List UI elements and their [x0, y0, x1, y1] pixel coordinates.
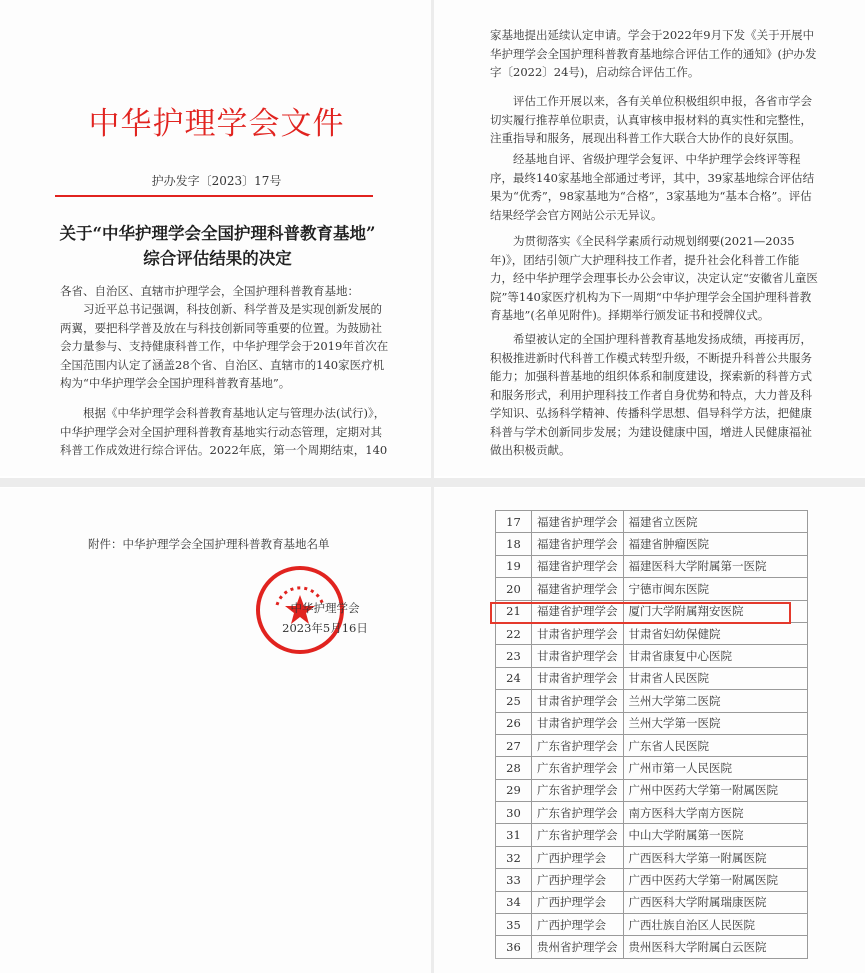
cell-no: 29 — [496, 779, 532, 801]
table-row — [496, 802, 808, 824]
cell-hospital: 南方医科大学南方医院 — [623, 802, 808, 824]
cell-no: 19 — [496, 555, 532, 577]
table-row — [496, 757, 808, 779]
signing-organization: 中华护理学会 — [290, 601, 360, 615]
cell-no: 21 — [496, 600, 532, 622]
red-rule — [55, 195, 373, 197]
cell-hospital: 广东省人民医院 — [623, 734, 808, 756]
cell-org: 甘肃省护理学会 — [532, 712, 624, 734]
table-row — [496, 869, 808, 891]
cell-hospital: 兰州大学第一医院 — [623, 712, 808, 734]
cell-hospital: 广州市第一人民医院 — [623, 757, 808, 779]
cell-org: 广东省护理学会 — [532, 824, 624, 846]
table-row — [496, 578, 808, 600]
document-masthead: 中华护理学会文件 — [88, 106, 345, 142]
paragraph-p2-2: 评估工作开展以来，各有关单位积极组织申报，各省市学会切实履行推荐单位职责，认真审核申报材料的真实性和完整性，注重指导和服务，展现出科普工作大联合大协作的良好氛围。 — [490, 94, 812, 145]
highlight-box — [490, 602, 791, 624]
cell-org: 福建省护理学会 — [532, 555, 624, 577]
table-row — [496, 936, 808, 958]
table-row — [496, 846, 808, 868]
cell-no: 22 — [496, 622, 532, 644]
cell-org: 福建省护理学会 — [532, 511, 624, 533]
paragraph-p2-4: 为贯彻落实《全民科学素质行动规划纲要(2021—2035年)》，团结引领广大护理科技工作者，提升社会化科普工作能力，经中华护理学会理事长办公会审议，决定认定“安徽省儿童医院”等140家医疗机构为下一周期“中华护理学会全国护理科普教育基地”(名单见附件)。择期举行颁发证书和授牌仪式。 — [490, 234, 818, 322]
table-row — [496, 712, 808, 734]
cell-hospital: 厦门大学附属翔安医院 — [623, 600, 808, 622]
cell-hospital: 福建省立医院 — [623, 511, 808, 533]
table-row — [496, 667, 808, 689]
cell-no: 32 — [496, 846, 532, 868]
cell-no: 24 — [496, 667, 532, 689]
cell-no: 18 — [496, 533, 532, 555]
cell-org: 甘肃省护理学会 — [532, 645, 624, 667]
cell-hospital: 甘肃省妇幼保健院 — [623, 622, 808, 644]
paragraph-1: 习近平总书记强调，科技创新、科学普及是实现创新发展的两翼，要把科学普及放在与科技创新同等重要的位置。为鼓励社会力量参与、支持健康科普工作，中华护理学会于2019年首次在全国范围内认定了涵盖28个省、自治区、直辖市的140家医疗机构为“中华护理学会全国护理科普教育基地”。 — [60, 302, 389, 390]
table-row — [496, 914, 808, 936]
cell-hospital: 甘肃省康复中心医院 — [623, 645, 808, 667]
attachment-label: 附件：中华护理学会全国护理科普教育基地名单 — [88, 537, 330, 551]
cell-org: 广东省护理学会 — [532, 757, 624, 779]
cell-no: 34 — [496, 891, 532, 913]
cell-org: 甘肃省护理学会 — [532, 667, 624, 689]
cell-no: 20 — [496, 578, 532, 600]
paragraph-p2-1: 家基地提出延续认定申请。学会于2022年9月下发《关于开展中华护理学会全国护理科普教育基地综合评估工作的通知》(护办发字〔2022〕24号)，启动综合评估工作。 — [490, 28, 817, 79]
page-divider-horizontal — [0, 478, 865, 487]
cell-hospital: 广西医科大学附属瑞康医院 — [623, 891, 808, 913]
table-row — [496, 533, 808, 555]
signing-date: 2023年5月16日 — [282, 621, 368, 635]
cell-no: 33 — [496, 869, 532, 891]
cell-org: 广西护理学会 — [532, 846, 624, 868]
cell-hospital: 宁德市闽东医院 — [623, 578, 808, 600]
document-title-line-2: 综合评估结果的决定 — [143, 249, 292, 268]
table-row — [496, 779, 808, 801]
table-row — [496, 511, 808, 533]
cell-no: 17 — [496, 511, 532, 533]
table-row — [496, 622, 808, 644]
cell-hospital: 福建医科大学附属第一医院 — [623, 555, 808, 577]
cell-no: 25 — [496, 690, 532, 712]
cell-hospital: 广西壮族自治区人民医院 — [623, 914, 808, 936]
cell-hospital: 福建省肿瘤医院 — [623, 533, 808, 555]
document-title-line-1: 关于“中华护理学会全国护理科普教育基地” — [59, 224, 376, 243]
paragraph-p2-3: 经基地自评、省级护理学会复评、中华护理学会终评等程序，最终140家基地全部通过考评，其中，39家基地综合评估结果为“优秀”，98家基地为“合格”，3家基地为“基本合格”。评估结果经学会官方网站公示无异议。 — [490, 152, 815, 222]
cell-hospital: 广西中医药大学第一附属医院 — [623, 869, 808, 891]
cell-no: 27 — [496, 734, 532, 756]
cell-org: 广西护理学会 — [532, 869, 624, 891]
cell-no: 36 — [496, 936, 532, 958]
cell-no: 23 — [496, 645, 532, 667]
cell-org: 甘肃省护理学会 — [532, 622, 624, 644]
table-row — [496, 690, 808, 712]
cell-org: 甘肃省护理学会 — [532, 690, 624, 712]
cell-org: 福建省护理学会 — [532, 578, 624, 600]
table-row — [496, 824, 808, 846]
cell-hospital: 中山大学附属第一医院 — [623, 824, 808, 846]
cell-org: 福建省护理学会 — [532, 600, 624, 622]
cell-no: 28 — [496, 757, 532, 779]
cell-no: 26 — [496, 712, 532, 734]
cell-no: 31 — [496, 824, 532, 846]
table-row — [496, 555, 808, 577]
cell-hospital: 广西医科大学第一附属医院 — [623, 846, 808, 868]
base-list-table — [495, 510, 808, 959]
cell-hospital: 广州中医药大学第一附属医院 — [623, 779, 808, 801]
table-row — [496, 891, 808, 913]
page-3 — [0, 488, 433, 973]
cell-org: 广东省护理学会 — [532, 734, 624, 756]
paragraph-p2-5: 希望被认定的全国护理科普教育基地发扬成绩，再接再厉，积极推进新时代科普工作模式转型升级，不断提升科普公共服务能力；加强科普基地的组织体系和制度建设，探索新的科普方式和服务形式，利用护理科技工作者自身优势和特点，大力普及科学知识、弘扬科学精神、传播科学思想、倡导科学方法，把健康科普与学术创新同步发展；为建设健康中国，增进人民健康福祉做出积极贡献。 — [490, 332, 812, 457]
salutation: 各省、自治区、直辖市护理学会，全国护理科普教育基地： — [60, 284, 359, 298]
cell-hospital: 兰州大学第二医院 — [623, 690, 808, 712]
cell-hospital: 甘肃省人民医院 — [623, 667, 808, 689]
table-row — [496, 645, 808, 667]
cell-org: 广东省护理学会 — [532, 802, 624, 824]
cell-no: 30 — [496, 802, 532, 824]
paragraph-2: 根据《中华护理学会科普教育基地认定与管理办法(试行)》，中华护理学会对全国护理科普教育基地实行动态管理，定期对其科普工作成效进行综合评估。2022年底，第一个周期结束，140 — [60, 406, 388, 457]
cell-org: 广东省护理学会 — [532, 779, 624, 801]
cell-org: 广西护理学会 — [532, 914, 624, 936]
cell-org: 广西护理学会 — [532, 891, 624, 913]
document-number: 护办发字〔2023〕17号 — [151, 174, 282, 188]
table-row — [496, 734, 808, 756]
cell-no: 35 — [496, 914, 532, 936]
cell-org: 贵州省护理学会 — [532, 936, 624, 958]
cell-hospital: 贵州医科大学附属白云医院 — [623, 936, 808, 958]
cell-org: 福建省护理学会 — [532, 533, 624, 555]
